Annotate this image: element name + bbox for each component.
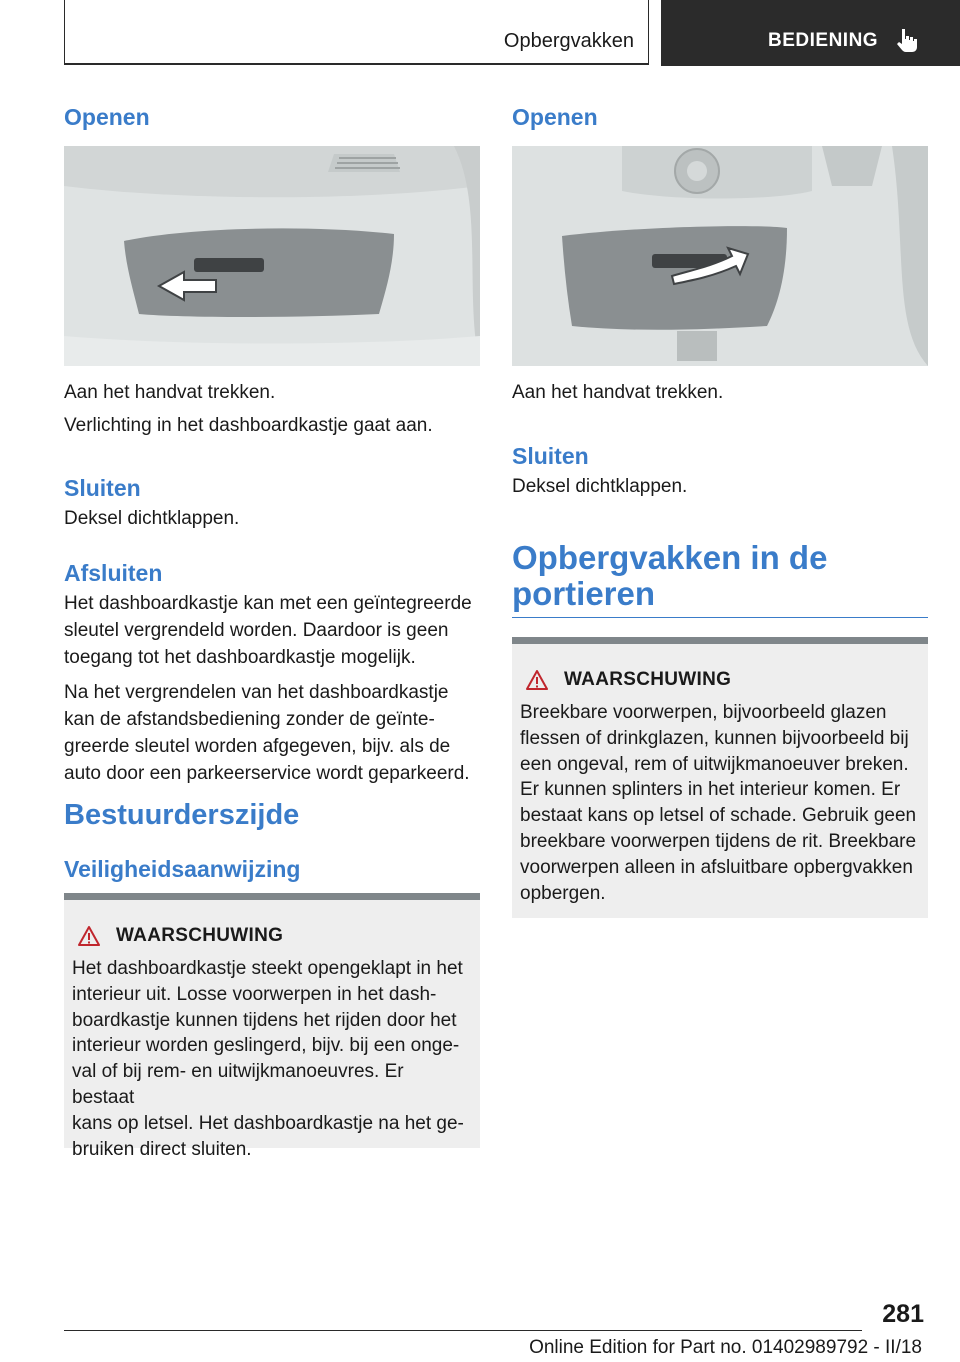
right-open-text bbox=[512, 379, 928, 406]
lock-section bbox=[64, 559, 480, 787]
dashboard-glovebox-photo bbox=[64, 146, 480, 366]
text-line: sleutel vergrendeld worden. Daardoor is geen bbox=[64, 620, 449, 641]
heading-line: Opbergvakken in de bbox=[512, 539, 828, 576]
driver-side-heading-wrap bbox=[64, 797, 480, 833]
close-step-left: Deksel dichtklappen. bbox=[64, 508, 240, 529]
text-line: boardkastje kunnen tijdens het rijden door het bbox=[72, 1009, 457, 1031]
lock-paragraph-2 bbox=[64, 679, 480, 787]
warning-bar bbox=[512, 637, 928, 644]
text-line: een ongeval, rem of uitwijkmanoeuver breken. bbox=[520, 753, 909, 775]
warning-bar bbox=[64, 893, 480, 900]
heading-line: portieren bbox=[512, 575, 656, 612]
text-line: kan de afstandsbediening zonder de geïnte‐ bbox=[64, 709, 435, 730]
text-line: greerde sleutel worden afgegeven, bijv. als de bbox=[64, 736, 451, 757]
heading-open-left: Openen bbox=[64, 104, 150, 130]
text-line: kans op letsel. Het dashboardkastje na het ge‐ bbox=[72, 1112, 464, 1134]
header-frame-bottom bbox=[64, 63, 649, 65]
left-open-text bbox=[64, 379, 480, 439]
warning-title: WAARSCHUWING bbox=[116, 925, 284, 946]
open-light-note: Verlichting in het dashboardkastje gaat aan. bbox=[64, 415, 433, 436]
left-column bbox=[64, 103, 480, 131]
chapter-tab-label: BEDIENING bbox=[768, 30, 879, 51]
text-line: interieur worden geslingerd, bijv. bij een onge‐ bbox=[72, 1035, 460, 1057]
heading-door-compartments bbox=[512, 540, 928, 612]
heading-lock: Afsluiten bbox=[64, 560, 163, 586]
heading-close-left: Sluiten bbox=[64, 475, 141, 501]
open-step-right: Aan het handvat trekken. bbox=[512, 382, 724, 403]
heading-close-right: Sluiten bbox=[512, 443, 589, 469]
warning-box-left bbox=[64, 893, 480, 1160]
text-line: Er kunnen splinters in het interieur komen. Er bbox=[520, 779, 901, 801]
right-close-section bbox=[512, 442, 928, 500]
text-line: opbergen. bbox=[520, 882, 606, 904]
warning-text bbox=[64, 952, 480, 1182]
section-title: Opbergvakken bbox=[503, 30, 634, 52]
close-step-right: Deksel dichtklappen. bbox=[512, 476, 688, 497]
text-line: bestaat kans op letsel of schade. Gebruik geen bbox=[520, 805, 917, 827]
warning-title: WAARSCHUWING bbox=[564, 669, 732, 690]
warning-box-right bbox=[512, 637, 928, 918]
heading-safety: Veiligheidsaanwijzing bbox=[64, 856, 301, 882]
warning-triangle-icon bbox=[78, 925, 100, 947]
warning-header bbox=[64, 900, 480, 952]
text-line: toegang tot het dashboardkastje mogelijk. bbox=[64, 647, 416, 668]
heading-rule bbox=[512, 617, 928, 618]
header-frame-right bbox=[648, 0, 649, 64]
text-line: Breekbare voorwerpen, bijvoorbeeld glazen bbox=[520, 702, 887, 723]
text-line: voorwerpen alleen in afsluitbare opbergvakken bbox=[520, 856, 913, 878]
safety-heading-wrap bbox=[64, 855, 480, 883]
left-close-section bbox=[64, 474, 480, 532]
right-column bbox=[512, 103, 928, 131]
open-step-left: Aan het handvat trekken. bbox=[64, 382, 276, 403]
text-line: interieur uit. Losse voorwerpen in het dash‐ bbox=[72, 983, 437, 1005]
hand-pointer-icon bbox=[893, 26, 921, 54]
warning-triangle-icon bbox=[526, 669, 548, 691]
text-line: auto door een parkeerservice wordt geparkeerd. bbox=[64, 763, 470, 784]
compartment-illustration bbox=[512, 146, 928, 366]
text-line: Na het vergrendelen van het dashboardkastje bbox=[64, 682, 449, 703]
page-number: 281 bbox=[882, 1300, 924, 1328]
text-line: bruiken direct sluiten. bbox=[72, 1138, 252, 1160]
edition-note: Online Edition for Part no. 01402989792 - II/18 bbox=[529, 1337, 922, 1358]
warning-text bbox=[512, 696, 928, 926]
doors-heading-wrap bbox=[512, 540, 928, 612]
driver-side-compartment-photo bbox=[512, 146, 928, 366]
text-line: Het dashboardkastje steekt opengeklapt in het bbox=[72, 958, 463, 979]
text-line: Het dashboardkastje kan met een geïntegreerde bbox=[64, 593, 472, 614]
header-frame-left bbox=[64, 0, 65, 64]
text-line: val of bij rem- en uitwijkmanoeuvres. Er bestaat bbox=[72, 1061, 404, 1108]
footer-rule bbox=[64, 1330, 862, 1331]
heading-open-right: Openen bbox=[512, 104, 598, 130]
text-line: flessen of drinkglazen, kunnen bijvoorbeeld bij bbox=[520, 727, 909, 749]
text-line: breekbare voorwerpen tijdens de rit. Breekbare bbox=[520, 830, 917, 852]
lock-paragraph-1 bbox=[64, 590, 480, 671]
glovebox-illustration bbox=[64, 146, 480, 366]
heading-driver-side: Bestuurderszijde bbox=[64, 799, 300, 831]
warning-header bbox=[512, 644, 928, 696]
